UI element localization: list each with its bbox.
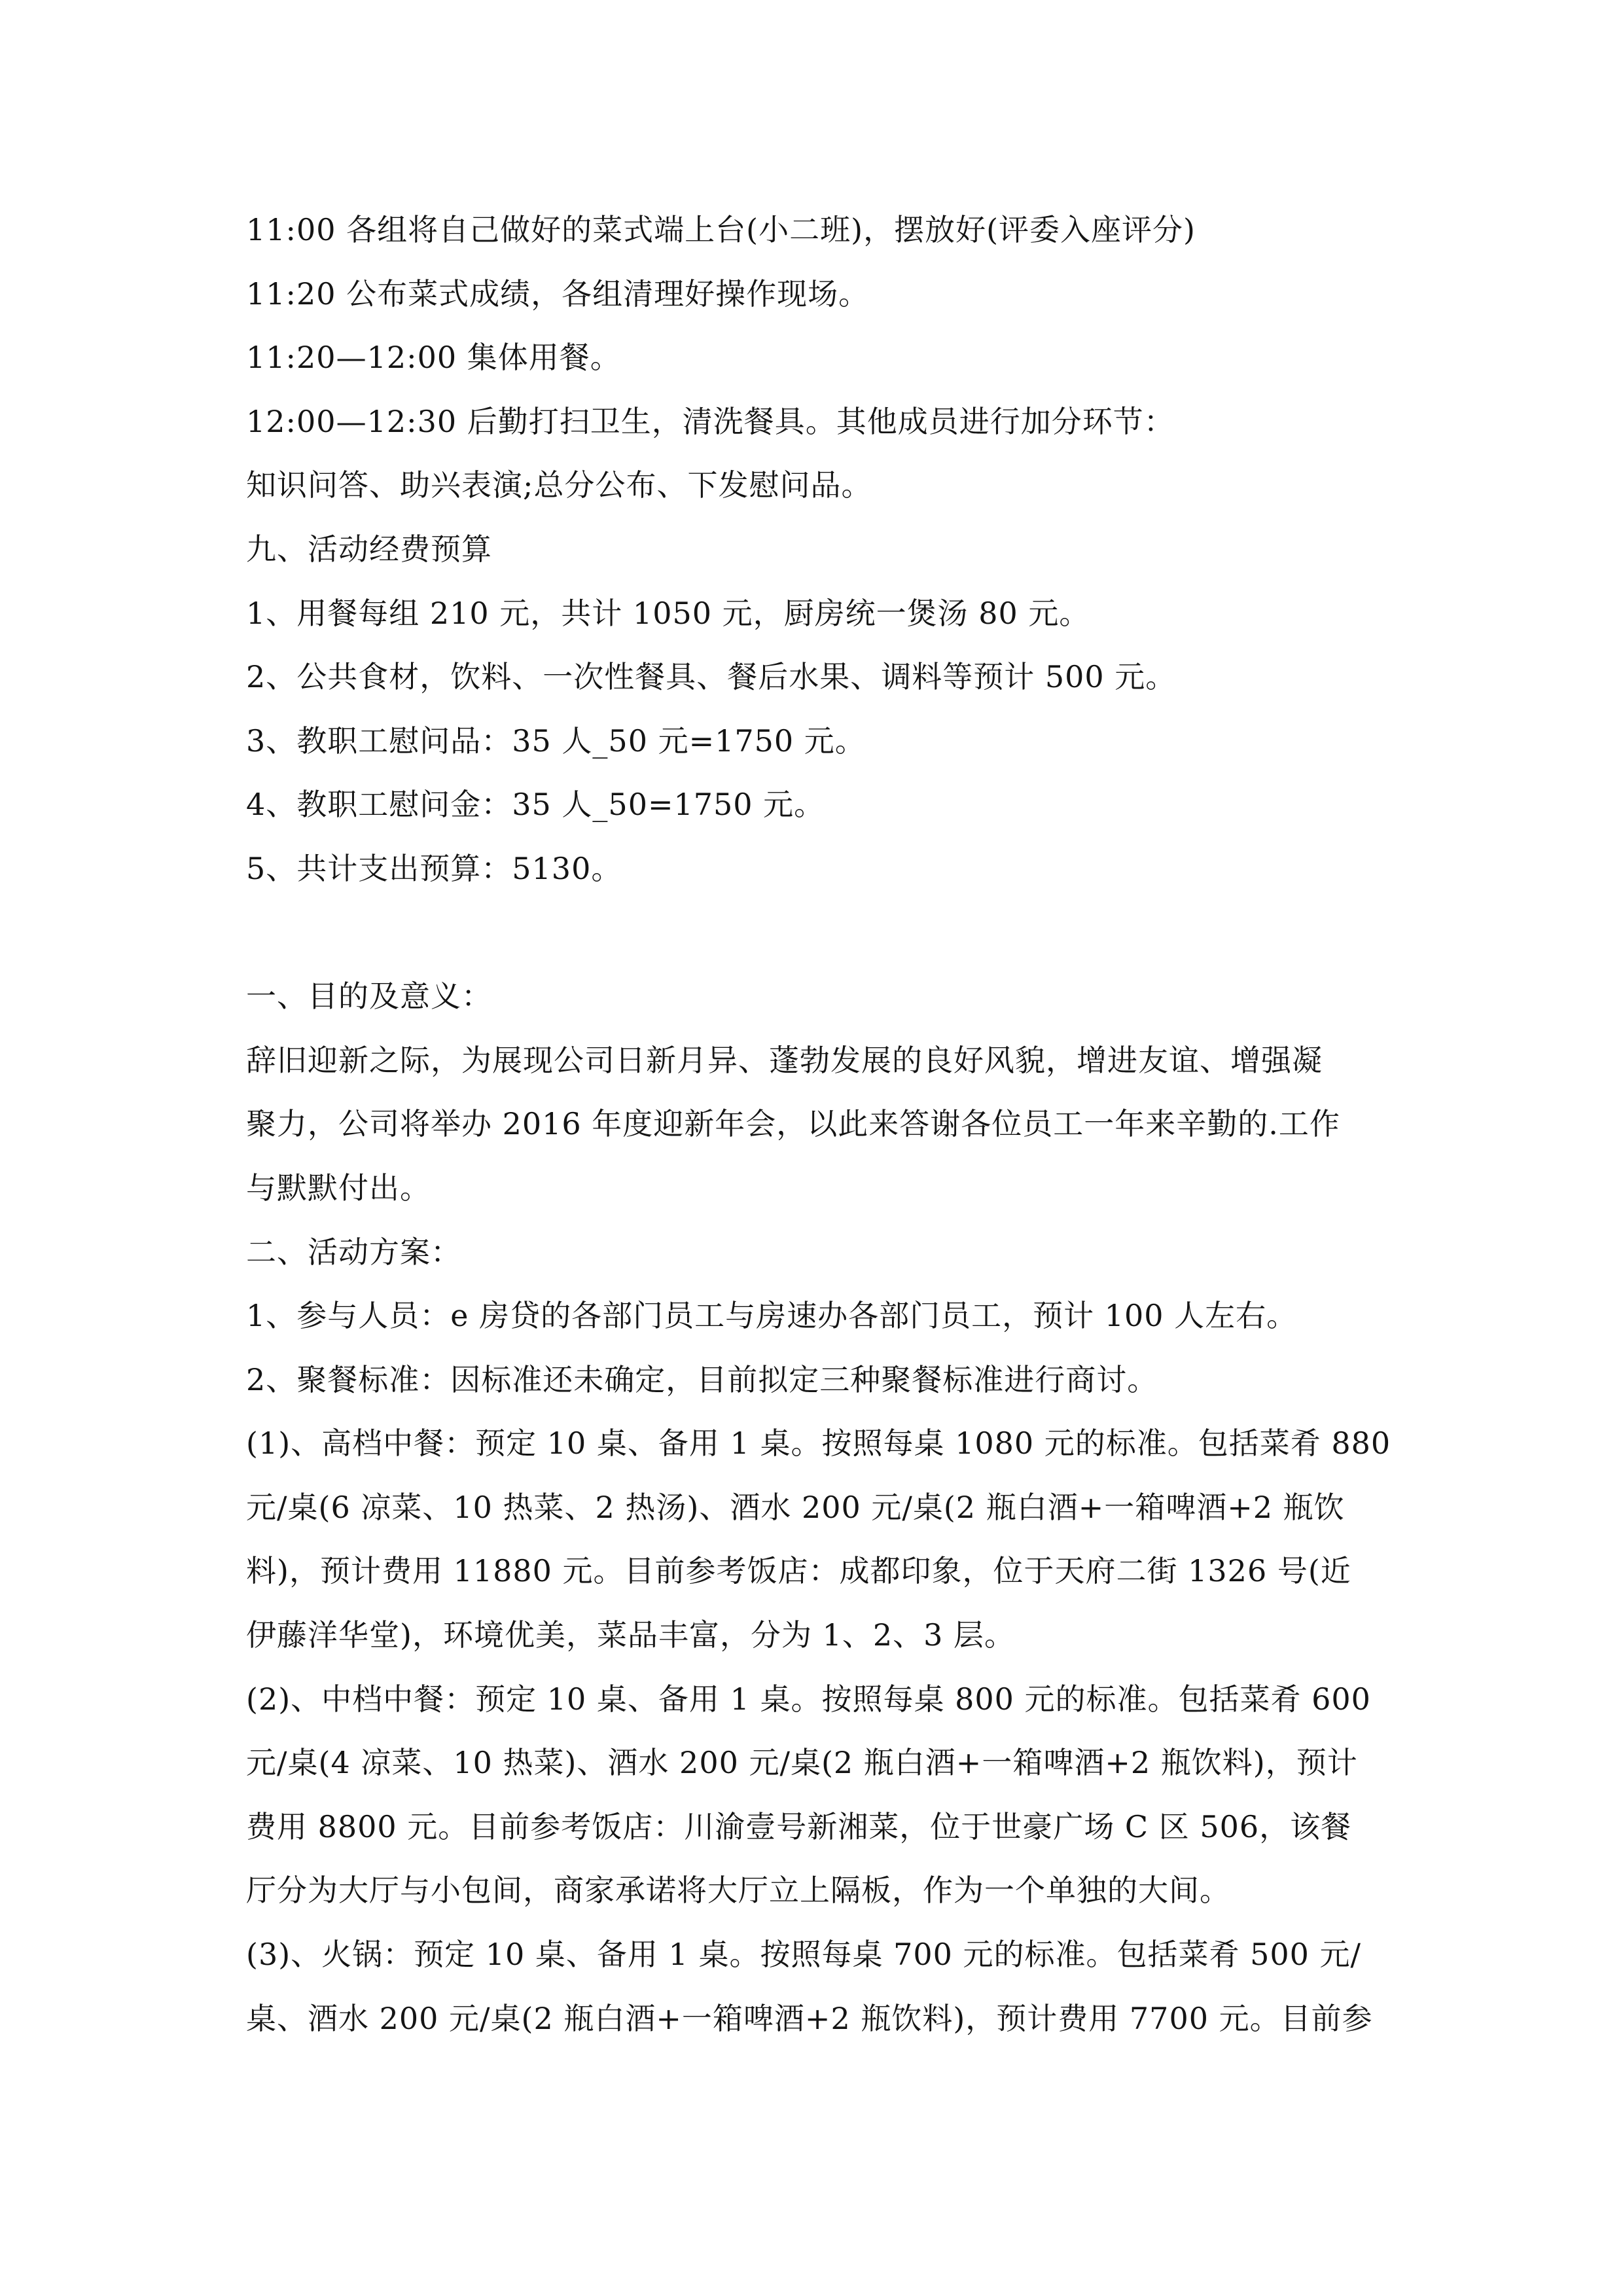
document-page xyxy=(246,208,1391,2060)
plan-line: (3)、火锅：预定 10 桌、备用 1 桌。按照每桌 700 元的标准。包括菜肴 500 元/ xyxy=(246,1937,1362,1973)
plan-line: 料)，预计费用 11880 元。目前参考饭店：成都印象，位于天府二街 1326 号(近 xyxy=(246,1553,1351,1589)
schedule-line: 11:00 各组将自己做好的菜式端上台(小二班)，摆放好(评委入座评分) xyxy=(246,212,1196,247)
schedule-line: 知识问答、助兴表演;总分公布、下发慰问品。 xyxy=(246,467,872,503)
schedule-line: 12:00—12:30 后勤打扫卫生，清洗餐具。其他成员进行加分环节： xyxy=(246,403,1175,439)
plan-line: 厅分为大厅与小包间，商家承诺将大厅立上隔板，作为一个单独的大间。 xyxy=(246,1873,1230,1909)
plan-line: (2)、中档中餐：预定 10 桌、备用 1 桌。按照每桌 800 元的标准。包括菜肴 600 xyxy=(246,1681,1371,1717)
plan-line: 费用 8800 元。目前参考饭店：川渝壹号新湘菜，位于世豪广场 C 区 506，该餐 xyxy=(246,1808,1352,1844)
plan-line: 元/桌(4 凉菜、10 热菜)、酒水 200 元/桌(2 瓶白酒+一箱啤酒+2 瓶饮料)，预计 xyxy=(246,1745,1358,1781)
budget-item: 2、公共食材，饮料、一次性餐具、餐后水果、调料等预计 500 元。 xyxy=(246,659,1177,695)
plan-line: 2、聚餐标准：因标准还未确定，目前拟定三种聚餐标准进行商讨。 xyxy=(246,1361,1158,1397)
budget-item: 3、教职工慰问品：35 人_50 元=1750 元。 xyxy=(246,723,866,759)
schedule-line: 11:20 公布菜式成绩，各组清理好操作现场。 xyxy=(246,276,870,312)
purpose-paragraph-line: 辞旧迎新之际，为展现公司日新月异、蓬勃发展的良好风貌，增进友谊、增强凝 xyxy=(246,1042,1323,1078)
budget-item: 4、教职工慰问金：35 人_50=1750 元。 xyxy=(246,787,825,823)
budget-heading: 九、活动经费预算 xyxy=(246,531,492,567)
section-spacer xyxy=(246,911,1385,975)
plan-line: 1、参与人员：e 房贷的各部门员工与房速办各部门员工，预计 100 人左右。 xyxy=(246,1298,1298,1334)
plan-heading: 二、活动方案： xyxy=(246,1234,461,1270)
purpose-paragraph-line: 与默默付出。 xyxy=(246,1170,431,1206)
plan-line: 伊藤洋华堂)，环境优美，菜品丰富，分为 1、2、3 层。 xyxy=(246,1617,1015,1653)
schedule-line: 11:20—12:00 集体用餐。 xyxy=(246,340,621,376)
plan-line: 桌、酒水 200 元/桌(2 瓶白酒+一箱啤酒+2 瓶饮料)，预计费用 7700 元。目前参 xyxy=(246,2000,1373,2036)
budget-item: 1、用餐每组 210 元，共计 1050 元，厨房统一煲汤 80 元。 xyxy=(246,595,1090,631)
purpose-paragraph-line: 聚力，公司将举办 2016 年度迎新年会，以此来答谢各位员工一年来辛勤的.工作 xyxy=(246,1106,1340,1142)
plan-line: 元/桌(6 凉菜、10 热菜、2 热汤)、酒水 200 元/桌(2 瓶白酒+一箱啤酒+2 瓶饮 xyxy=(246,1489,1345,1525)
budget-item: 5、共计支出预算：5130。 xyxy=(246,850,622,886)
plan-line: (1)、高档中餐：预定 10 桌、备用 1 桌。按照每桌 1080 元的标准。包括菜肴 880 xyxy=(246,1426,1391,1462)
purpose-heading: 一、目的及意义： xyxy=(246,978,492,1014)
